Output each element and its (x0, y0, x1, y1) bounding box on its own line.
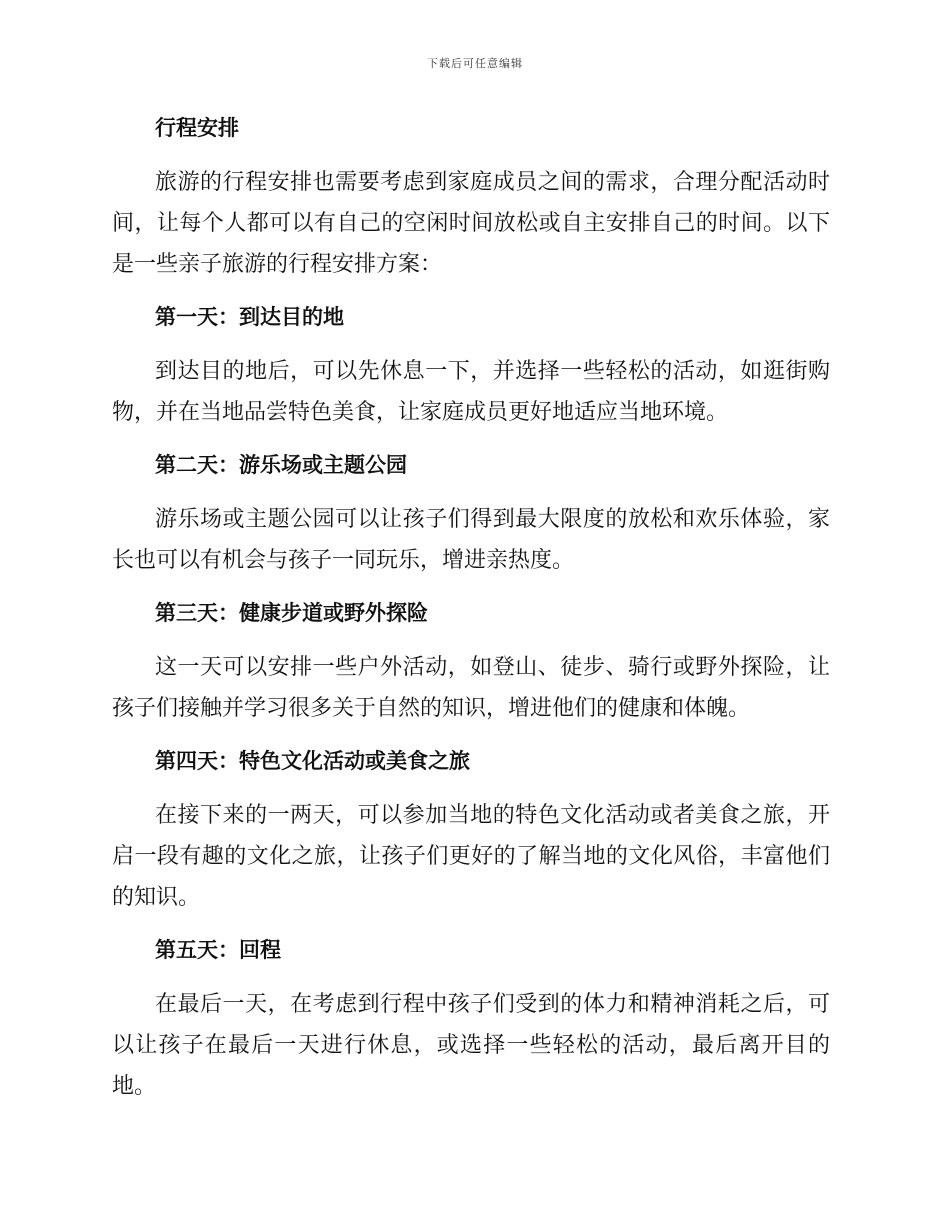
day-2-heading: 第二天：游乐场或主题公园 (155, 453, 407, 477)
section-title: 行程安排 (155, 116, 239, 140)
day-1-heading: 第一天：到达目的地 (155, 305, 344, 329)
day-4-heading: 第四天：特色文化活动或美食之旅 (155, 749, 470, 773)
document-body (112, 108, 830, 1107)
intro-paragraph: 旅游的行程安排也需要考虑到家庭成员之间的需求，合理分配活动时间，让每个人都可以有自己的空闲时间放松或自主安排自己的时间。以下是一些亲子旅游的行程安排方案： (112, 170, 830, 277)
day-3-paragraph: 这一天可以安排一些户外活动，如登山、徒步、骑行或野外探险，让孩子们接触并学习很多关于自然的知识，增进他们的健康和体魄。 (112, 655, 830, 721)
day-5-paragraph: 在最后一天，在考虑到行程中孩子们受到的体力和精神消耗之后，可以让孩子在最后一天进行休息，或选择一些轻松的活动，最后离开目的地。 (112, 992, 830, 1099)
day-2-paragraph: 游乐场或主题公园可以让孩子们得到最大限度的放松和欢乐体验，家长也可以有机会与孩子一同玩乐，增进亲热度。 (112, 507, 830, 573)
day-4-paragraph: 在接下来的一两天，可以参加当地的特色文化活动或者美食之旅，开启一段有趣的文化之旅，让孩子们更好的了解当地的文化风俗，丰富他们的知识。 (112, 803, 830, 910)
header-note: 下载后可任意编辑 (427, 57, 523, 70)
day-3-heading: 第三天：健康步道或野外探险 (155, 601, 428, 625)
day-5-heading: 第五天：回程 (155, 938, 281, 962)
day-1-paragraph: 到达目的地后，可以先休息一下，并选择一些轻松的活动，如逛街购物，并在当地品尝特色美食，让家庭成员更好地适应当地环境。 (112, 359, 830, 425)
